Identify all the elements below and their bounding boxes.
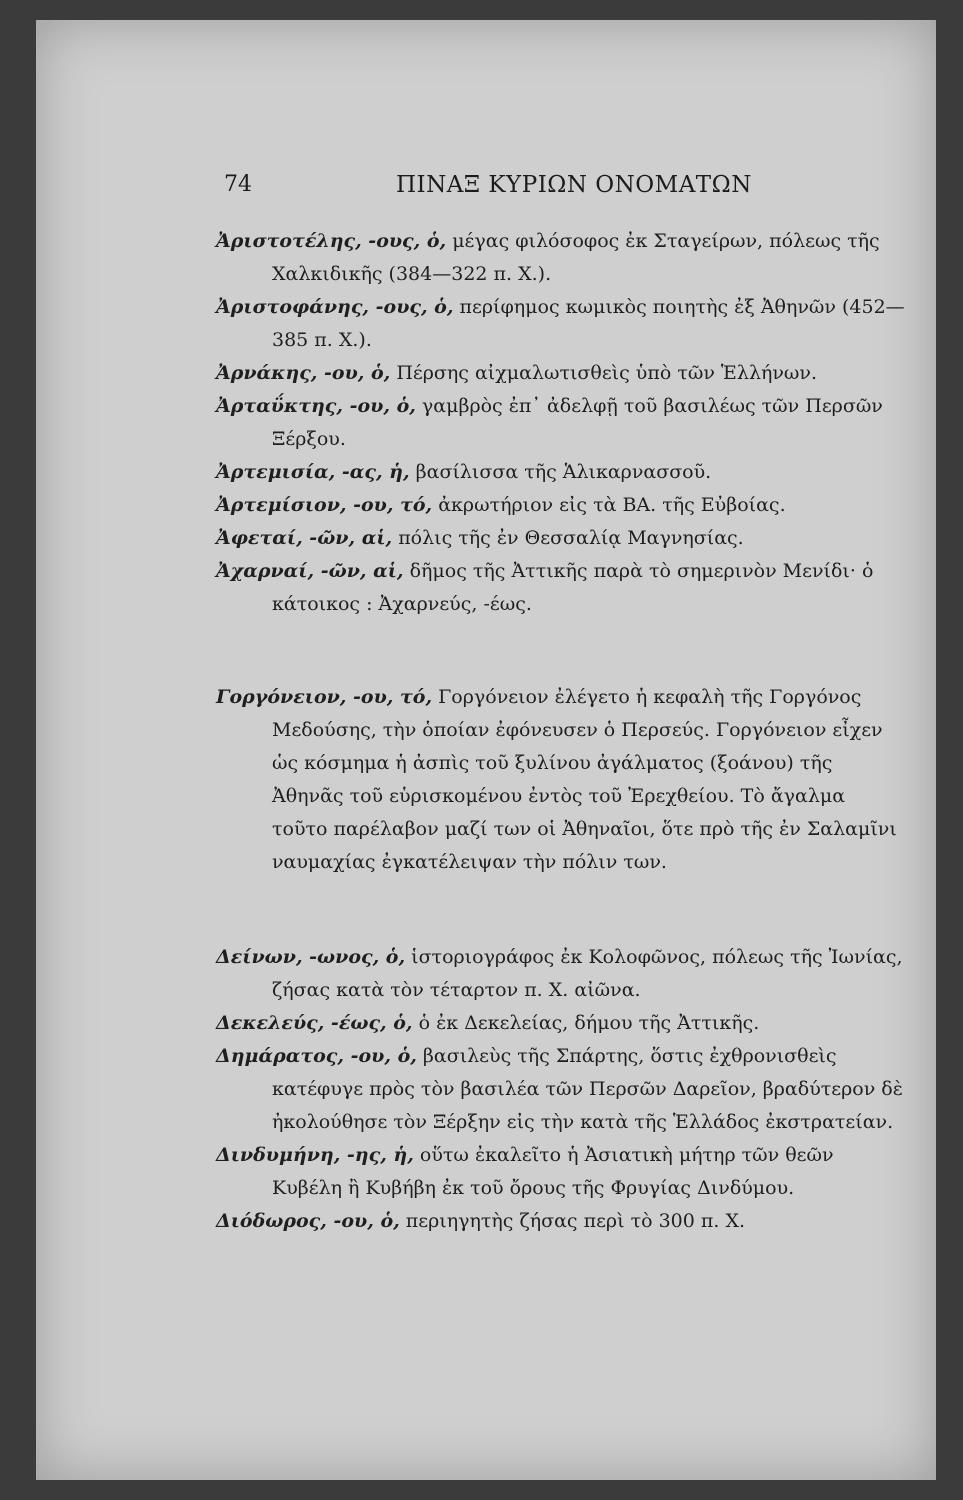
entry-text: μέγας φιλόσοφος ἐκ Σταγείρων, πόλεως τῆς Χαλκιδικῆς (384—322 π. Χ.). xyxy=(272,230,880,285)
index-entry xyxy=(216,390,906,456)
entry-text: γαμβρὸς ἐπ᾽ ἀδελφῇ τοῦ βασιλέως τῶν Περσῶν Ξέρξου. xyxy=(272,395,883,450)
index-entry xyxy=(216,1205,906,1238)
entry-headword: Δινδυμήνη, -ης, ἡ, xyxy=(216,1144,414,1166)
entry-headword: Ἀρνάκης, -ου, ὁ, xyxy=(216,362,391,384)
index-entry xyxy=(216,456,906,489)
entry-text: Πέρσης αἰχμαλωτισθεὶς ὑπὸ τῶν Ἑλλήνων. xyxy=(396,362,818,384)
book-page xyxy=(36,20,936,1480)
entry-headword: Ἀρτεμίσιον, -ου, τό, xyxy=(216,494,433,516)
index-entry xyxy=(216,357,906,390)
entry-headword: Δημάρατος, -ου, ὁ, xyxy=(216,1045,417,1067)
section-gap xyxy=(216,879,906,941)
index-entry xyxy=(216,489,906,522)
entry-text: ἀκρωτήριον εἰς τὰ ΒΑ. τῆς Εὐβοίας. xyxy=(438,494,786,516)
entry-headword: Ἀρταΰκτης, -ου, ὁ, xyxy=(216,395,416,417)
entry-text: δῆμος τῆς Ἀττικῆς παρὰ τὸ σημερινὸν Μενίδι· ὁ κάτοικος : Ἀχαρνεύς, -έως. xyxy=(272,560,874,615)
entry-text: οὕτω ἐκαλεῖτο ἡ Ἀσιατικὴ μήτηρ τῶν θεῶν Κυβέλη ἢ Κυβήβη ἐκ τοῦ ὄρους τῆς Φρυγίας Δινδύμου. xyxy=(272,1144,834,1199)
index-entries xyxy=(216,225,906,1238)
entry-text: βασίλισσα τῆς Ἁλικαρνασσοῦ. xyxy=(415,461,712,483)
entry-headword: Ἀρτεμισία, -ας, ἡ, xyxy=(216,461,410,483)
page-title: ΠΙΝΑΞ ΚΥΡΙΩΝ ΟΝΟΜΑΤΩΝ xyxy=(396,172,752,198)
entry-text: ὁ ἐκ Δεκελείας, δήμου τῆς Ἀττικῆς. xyxy=(418,1012,760,1034)
entry-text: ἱστοριογράφος ἐκ Κολοφῶνος, πόλεως τῆς Ἰωνίας, ζήσας κατὰ τὸν τέταρτον π. Χ. αἰῶνα. xyxy=(272,946,903,1001)
index-entry xyxy=(216,291,906,357)
page-number: 74 xyxy=(224,172,252,197)
index-entry xyxy=(216,1040,906,1139)
page-header xyxy=(36,172,936,212)
index-entry xyxy=(216,225,906,291)
entry-text: Γοργόνειον ἐλέγετο ἡ κεφαλὴ τῆς Γοργόνος Μεδούσης, τὴν ὁποίαν ἐφόνευσεν ὁ Περσεύς. Γοργόνειον εἶχεν ὡς κόσμημα ἡ ἀσπὶς τοῦ ξυλίνου ἀγάλματος (ξοάνου) τῆς Ἀθηνᾶς τοῦ εὑρισκομένου ἐντὸς τοῦ Ἐρεχθείου. Τὸ ἄγαλμα τοῦτο παρέλαβον μαζί των οἱ Ἀθηναῖοι, ὅτε πρὸ τῆς ἐν Σαλαμῖνι ναυμαχίας ἐγκατέλειψαν τὴν πόλιν των. xyxy=(272,686,897,873)
entry-headword: Ἀφεταί, -ῶν, αἱ, xyxy=(216,527,393,549)
entry-headword: Διόδωρος, -ου, ὁ, xyxy=(216,1210,400,1232)
entry-headword: Γοργόνειον, -ου, τό, xyxy=(216,686,433,708)
entry-text: βασιλεὺς τῆς Σπάρτης, ὅστις ἐχθρονισθεὶς κατέφυγε πρὸς τὸν βασιλέα τῶν Περσῶν Δαρεῖον, βραδύτερον δὲ ἠκολούθησε τὸν Ξέρξην εἰς τὴν κατὰ τῆς Ἑλλάδος ἐκστρατείαν. xyxy=(272,1045,903,1133)
entry-headword: Ἀχαρναί, -ῶν, αἱ, xyxy=(216,560,404,582)
entry-headword: Ἀριστοτέλης, -ους, ὁ, xyxy=(216,230,447,252)
index-entry xyxy=(216,555,906,621)
index-entry xyxy=(216,1007,906,1040)
entry-headword: Δείνων, -ωνος, ὁ, xyxy=(216,946,406,968)
entry-headword: Δεκελεύς, -έως, ὁ, xyxy=(216,1012,413,1034)
entry-headword: Ἀριστοφάνης, -ους, ὁ, xyxy=(216,296,454,318)
entry-text: περίφημος κωμικὸς ποιητὴς ἐξ Ἀθηνῶν (452—385 π. Χ.). xyxy=(272,296,905,351)
index-entry xyxy=(216,522,906,555)
index-entry xyxy=(216,681,906,879)
entry-text: πόλις τῆς ἐν Θεσσαλίᾳ Μαγνησίας. xyxy=(398,527,744,549)
entry-text: περιηγητὴς ζήσας περὶ τὸ 300 π. Χ. xyxy=(405,1210,746,1232)
index-entry xyxy=(216,1139,906,1205)
section-gap xyxy=(216,621,906,681)
index-entry xyxy=(216,941,906,1007)
